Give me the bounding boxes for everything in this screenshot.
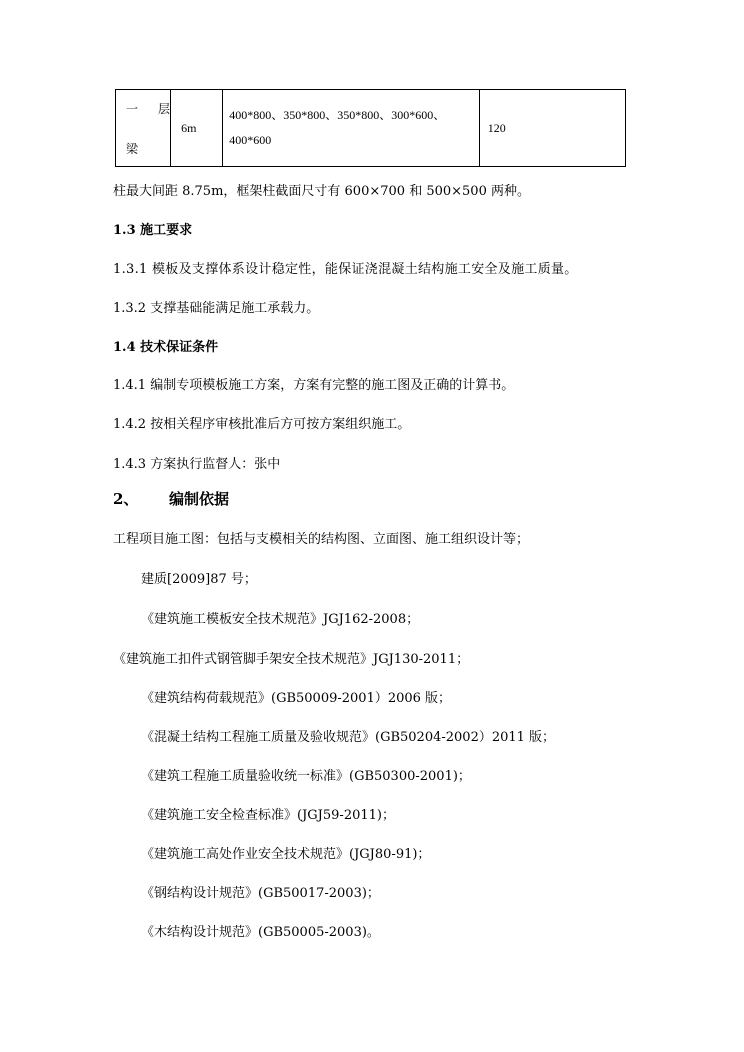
section-1-4-item-2: 1.4.2 按相关程序审核批准后方可按方案组织施工。 (113, 417, 411, 432)
beam-dimensions-line-2: 400*600 (229, 133, 272, 147)
reference-item: 建质[2009]87 号； (141, 572, 257, 587)
beam-dimensions-line-1: 400*800、350*800、350*800、300*600、 (229, 108, 446, 122)
section-1-3-item-1: 1.3.1 模板及支撑体系设计稳定性，能保证浇混凝土结构施工安全及施工质量。 (113, 262, 578, 277)
reference-item: 《建筑工程施工质量验收统一标准》(GB50300-2001)； (141, 769, 471, 784)
reference-item: 《建筑施工高处作业安全技术规范》(JGJ80-91)； (141, 847, 431, 862)
reference-item: 《钢结构设计规范》(GB50017-2003)； (141, 886, 380, 901)
columns-paragraph: 柱最大间距 8.75m，框架柱截面尺寸有 600×700 和 500×500 两种。 (113, 184, 530, 199)
section-1-4-title: 1.4 技术保证条件 (113, 340, 219, 355)
section-1-3-item-2: 1.3.2 支撑基础能满足施工承载力。 (113, 301, 320, 316)
beam-spec-table (115, 89, 626, 167)
section-2-title: 编制依据 (169, 490, 230, 508)
section-1-3-title: 1.3 施工要求 (113, 223, 193, 238)
reference-item: 《建筑结构荷载规范》(GB50009-2001）2006 版； (141, 691, 452, 706)
reference-item: 《建筑施工安全检查标准》(JGJ59-2011)； (141, 808, 395, 823)
floor-label: 一层 (126, 102, 191, 116)
beam-value-cell: 120 (479, 90, 625, 167)
reference-item: 《建筑施工模板安全技术规范》JGJ162-2008； (141, 612, 420, 627)
section-1-4-item-1: 1.4.1 编制专项模板施工方案，方案有完整的施工图及正确的计算书。 (113, 378, 515, 393)
section-2-number: 2、 (113, 490, 139, 508)
beam-dimensions-cell (223, 90, 480, 167)
table-row (116, 90, 626, 167)
floor-height-cell: 6m (171, 90, 223, 167)
reference-item: 《木结构设计规范》(GB50005-2003)。 (141, 925, 380, 940)
reference-item: 《混凝土结构工程施工质量及验收规范》(GB50204-2002）2011 版； (141, 730, 556, 745)
section-1-4-item-3: 1.4.3 方案执行监督人：张中 (113, 457, 281, 472)
reference-item: 《建筑施工扣件式钢管脚手架安全技术规范》JGJ130-2011； (113, 652, 470, 667)
section-2-intro: 工程项目施工图：包括与支模相关的结构图、立面图、施工组织设计等； (113, 532, 530, 547)
beam-label: 梁 (126, 142, 139, 156)
